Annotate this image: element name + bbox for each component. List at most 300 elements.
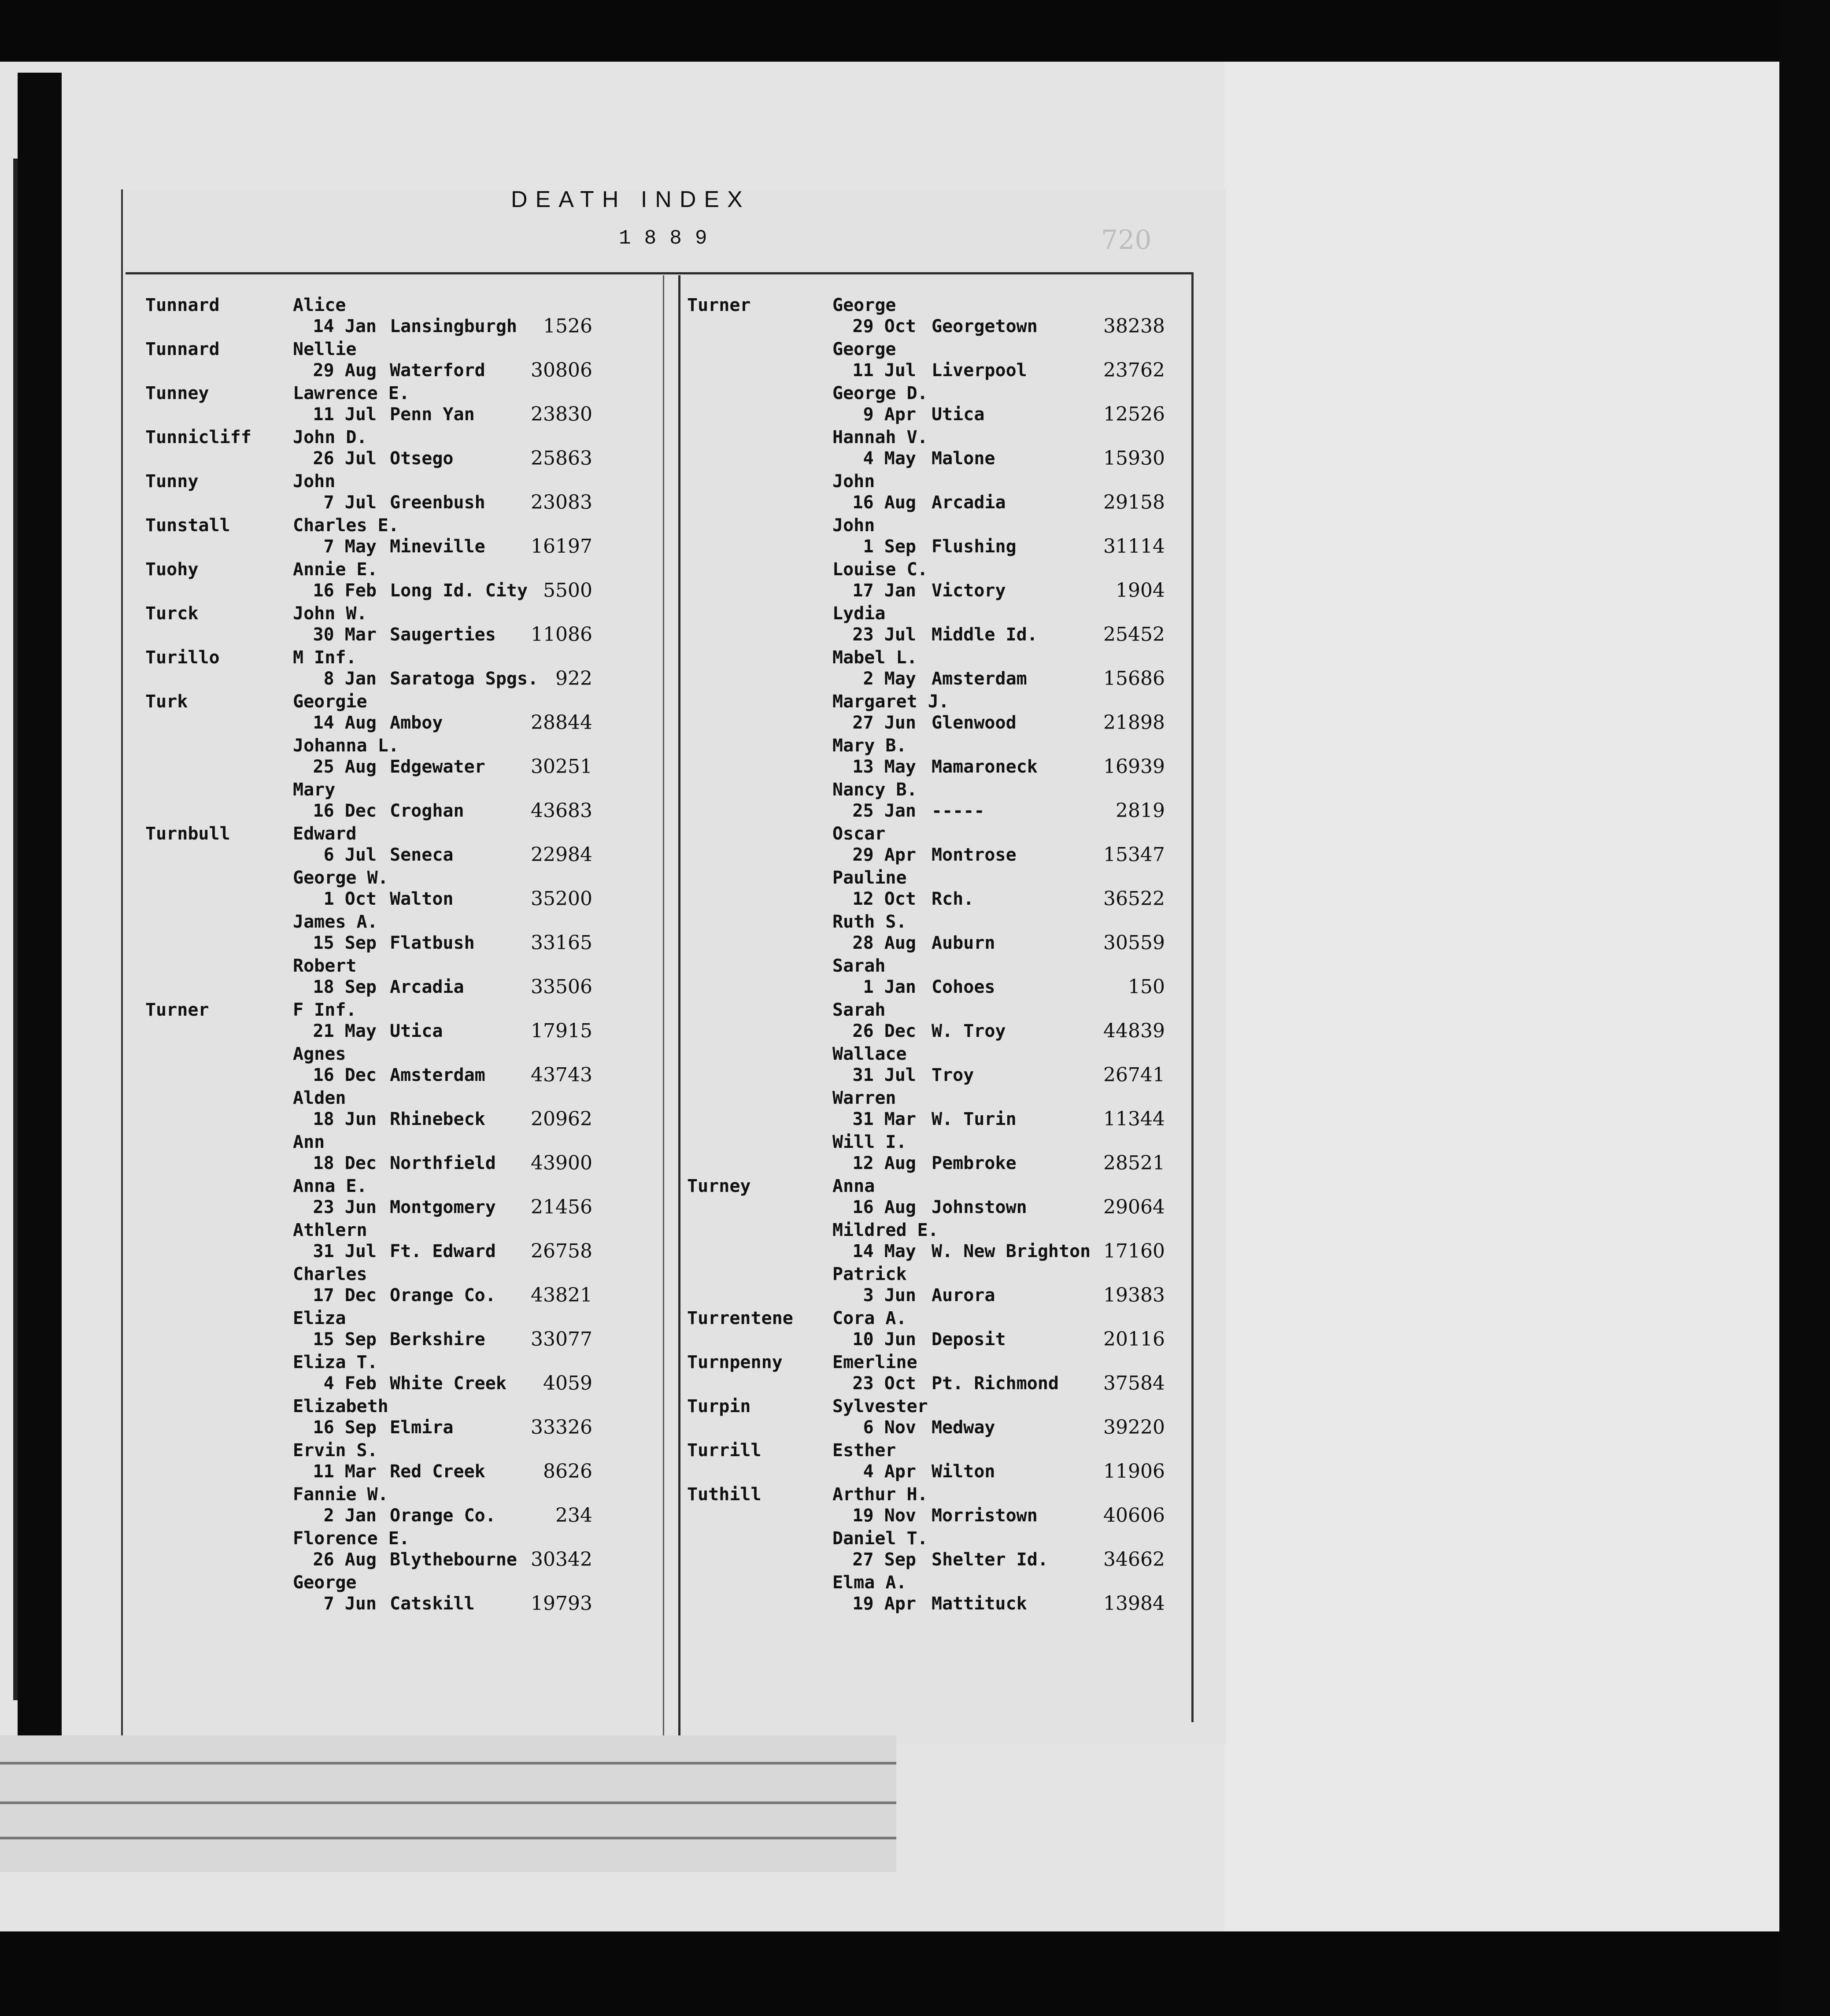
entry-given-name: Nancy B. xyxy=(832,780,917,800)
entry-given-name: Edward xyxy=(293,824,357,844)
entry-place: Liverpool xyxy=(932,360,1027,381)
index-entry xyxy=(145,1440,674,1484)
strip-band xyxy=(0,1801,896,1804)
column-divider xyxy=(678,275,680,1751)
entry-given-name: Alice xyxy=(293,295,346,315)
index-entry xyxy=(687,603,1216,647)
entry-given-name: Annie E. xyxy=(293,559,378,580)
entry-given-name: Athlern xyxy=(293,1220,367,1240)
entry-number: 15347 xyxy=(1103,843,1165,866)
entry-date: 10 Jun xyxy=(852,1329,916,1350)
page-title: DEATH INDEX xyxy=(511,187,750,212)
entry-place: Middle Id. xyxy=(932,625,1038,645)
entry-given-name: George xyxy=(832,339,896,359)
entry-date: 7 Jun xyxy=(323,1594,377,1614)
entry-date: 3 Jun xyxy=(863,1285,916,1306)
entry-given-name: Charles E. xyxy=(293,515,399,536)
entry-place: Montgomery xyxy=(390,1197,496,1217)
entry-number: 21456 xyxy=(531,1196,592,1218)
entry-given-name: Mary xyxy=(293,780,336,800)
entry-date: 23 Oct xyxy=(852,1373,916,1394)
entry-date: 26 Jul xyxy=(313,448,377,469)
entry-place: Glenwood xyxy=(932,713,1017,733)
entry-number: 36522 xyxy=(1103,888,1165,910)
entry-date: 19 Nov xyxy=(852,1506,916,1526)
index-entry xyxy=(145,603,674,647)
entry-number: 26741 xyxy=(1103,1064,1165,1086)
entry-date: 29 Apr xyxy=(852,845,916,865)
entry-given-name: Charles xyxy=(293,1264,367,1284)
entry-given-name: Arthur H. xyxy=(832,1484,928,1505)
entry-number: 30806 xyxy=(531,359,592,381)
film-edge-bar xyxy=(18,73,62,1742)
index-entry xyxy=(145,1132,674,1176)
index-entry xyxy=(687,1308,1216,1352)
entry-place: Long Id. City xyxy=(390,581,528,601)
entry-surname: Tuthill xyxy=(687,1484,762,1505)
entry-given-name: Nellie xyxy=(293,339,357,359)
index-entry xyxy=(687,1088,1216,1132)
page-stamp-number: 720 xyxy=(1101,225,1152,255)
right-column xyxy=(687,295,1216,1616)
entry-place: Utica xyxy=(390,1021,443,1041)
overlapping-card-strip xyxy=(0,1735,896,1872)
entry-given-name: George xyxy=(832,295,896,315)
entry-place: Utica xyxy=(932,404,985,425)
index-entry xyxy=(145,559,674,603)
entry-place: Waterford xyxy=(390,360,485,381)
entry-number: 30251 xyxy=(531,755,592,778)
entry-surname: Turillo xyxy=(145,647,220,668)
entry-place: W. New Brighton xyxy=(932,1241,1091,1261)
entry-given-name: Wallace xyxy=(832,1044,907,1064)
entry-place: Elmira xyxy=(390,1417,454,1438)
entry-number: 35200 xyxy=(531,888,592,910)
entry-place: Ft. Edward xyxy=(390,1241,496,1261)
entry-date: 25 Jan xyxy=(852,801,916,821)
index-entry xyxy=(145,295,674,339)
entry-given-name: M Inf. xyxy=(293,647,357,668)
entry-date: 12 Oct xyxy=(852,889,916,909)
entry-date: 19 Apr xyxy=(852,1594,916,1614)
entry-given-name: Sarah xyxy=(832,1000,886,1020)
entry-number: 29158 xyxy=(1103,491,1165,514)
entry-place: Northfield xyxy=(390,1153,496,1173)
entry-number: 8626 xyxy=(543,1460,592,1483)
entry-place: Greenbush xyxy=(390,492,485,513)
entry-date: 13 May xyxy=(852,757,916,777)
strip-band xyxy=(0,1837,896,1839)
index-entry xyxy=(687,1440,1216,1484)
entry-number: 23083 xyxy=(531,491,592,514)
entry-place: Orange Co. xyxy=(390,1285,496,1306)
entry-surname: Turnpenny xyxy=(687,1352,783,1372)
index-entry xyxy=(145,1572,674,1616)
entry-given-name: Cora A. xyxy=(832,1308,907,1328)
entry-given-name: Esther xyxy=(832,1440,896,1461)
entry-given-name: Lawrence E. xyxy=(293,383,410,403)
entry-place: Morristown xyxy=(932,1506,1038,1526)
entry-given-name: Lydia xyxy=(832,603,886,624)
entry-number: 37584 xyxy=(1103,1372,1165,1395)
entry-date: 29 Oct xyxy=(852,316,916,337)
entry-given-name: Emerline xyxy=(832,1352,917,1372)
entry-number: 1904 xyxy=(1116,579,1165,602)
index-entry xyxy=(687,956,1216,1000)
index-entry xyxy=(687,1264,1216,1308)
entry-date: 29 Aug xyxy=(313,360,377,381)
entry-place: Deposit xyxy=(932,1329,1006,1350)
entry-given-name: Eliza T. xyxy=(293,1352,378,1372)
entry-date: 12 Aug xyxy=(852,1153,916,1173)
entry-number: 922 xyxy=(555,667,592,690)
entry-given-name: Will I. xyxy=(832,1132,907,1152)
entry-date: 16 Feb xyxy=(313,581,377,601)
index-entry xyxy=(145,471,674,515)
entry-number: 17915 xyxy=(531,1020,592,1042)
index-entry xyxy=(145,736,674,780)
entry-number: 11344 xyxy=(1103,1108,1165,1130)
entry-place: Rch. xyxy=(932,889,974,909)
entry-surname: Turpin xyxy=(687,1396,751,1417)
entry-date: 28 Aug xyxy=(852,933,916,953)
entry-number: 39220 xyxy=(1103,1416,1165,1439)
index-entry xyxy=(145,339,674,383)
entry-date: 27 Sep xyxy=(852,1550,916,1570)
entry-place: Mamaroneck xyxy=(932,757,1038,777)
entry-date: 11 Jul xyxy=(313,404,377,425)
entry-place: Georgetown xyxy=(932,316,1038,337)
entry-given-name: John xyxy=(832,471,875,492)
entry-place: Johnstown xyxy=(932,1197,1027,1217)
index-entry xyxy=(687,1396,1216,1440)
entry-date: 16 Sep xyxy=(313,1417,377,1438)
index-entry xyxy=(687,1572,1216,1616)
entry-date: 1 Sep xyxy=(863,536,916,557)
entry-given-name: John D. xyxy=(293,427,367,448)
entry-number: 43900 xyxy=(531,1152,592,1174)
entry-given-name: Mabel L. xyxy=(832,647,917,668)
entry-number: 30559 xyxy=(1103,932,1165,954)
entry-given-name: Alden xyxy=(293,1088,346,1108)
index-entry xyxy=(687,1484,1216,1528)
index-entry xyxy=(145,1264,674,1308)
entry-number: 20116 xyxy=(1103,1328,1165,1350)
entry-place: Saratoga Spgs. xyxy=(390,669,539,689)
entry-number: 33165 xyxy=(531,932,592,954)
entry-place: W. Turin xyxy=(932,1109,1017,1129)
entry-place: Edgewater xyxy=(390,757,485,777)
entry-number: 2819 xyxy=(1116,799,1165,822)
index-entry xyxy=(145,383,674,427)
entry-number: 1526 xyxy=(543,315,592,337)
entry-date: 18 Dec xyxy=(313,1153,377,1173)
index-entry xyxy=(145,692,674,736)
entry-number: 43743 xyxy=(531,1064,592,1086)
index-entry xyxy=(145,824,674,868)
scan-right-border xyxy=(1779,0,1830,2016)
entry-given-name: Patrick xyxy=(832,1264,907,1284)
entry-given-name: Warren xyxy=(832,1088,896,1108)
entry-date: 11 Mar xyxy=(313,1461,377,1482)
entry-date: 31 Mar xyxy=(852,1109,916,1129)
index-entry xyxy=(687,383,1216,427)
strip-band xyxy=(0,1762,896,1764)
entry-number: 25452 xyxy=(1103,623,1165,646)
entry-place: Auburn xyxy=(932,933,995,953)
entry-place: W. Troy xyxy=(932,1021,1006,1041)
entry-surname: Tunnicliff xyxy=(145,427,251,448)
entry-given-name: Eliza xyxy=(293,1308,346,1328)
index-entry xyxy=(145,1044,674,1088)
entry-place: Flushing xyxy=(932,536,1017,557)
index-entry xyxy=(145,1528,674,1572)
entry-place: Rhinebeck xyxy=(390,1109,485,1129)
index-entry xyxy=(145,647,674,692)
entry-surname: Turrill xyxy=(687,1440,762,1461)
entry-surname: Turk xyxy=(145,692,188,712)
entry-number: 15930 xyxy=(1103,447,1165,470)
entry-date: 16 Dec xyxy=(313,1065,377,1085)
entry-number: 15686 xyxy=(1103,667,1165,690)
entry-date: 14 Jan xyxy=(313,316,377,337)
index-entry xyxy=(687,1176,1216,1220)
index-entry xyxy=(687,515,1216,559)
entry-given-name: James A. xyxy=(293,912,378,932)
entry-given-name: John W. xyxy=(293,603,367,624)
scan-top-border xyxy=(0,0,1830,62)
index-entry xyxy=(687,1000,1216,1044)
entry-place: Pt. Richmond xyxy=(932,1373,1059,1394)
entry-date: 16 Dec xyxy=(313,801,377,821)
entry-surname: Turner xyxy=(145,1000,209,1020)
entry-number: 11086 xyxy=(531,623,592,646)
entry-date: 17 Dec xyxy=(313,1285,377,1306)
entry-date: 14 Aug xyxy=(313,713,377,733)
entry-date: 14 May xyxy=(852,1241,916,1261)
scan-bottom-border xyxy=(0,1931,1830,2016)
index-entry xyxy=(687,559,1216,603)
entry-number: 43821 xyxy=(531,1284,592,1306)
entry-place: Amboy xyxy=(390,713,443,733)
entry-given-name: F Inf. xyxy=(293,1000,357,1020)
entry-place: Saugerties xyxy=(390,625,496,645)
entry-place: Penn Yan xyxy=(390,404,475,425)
entry-place: Shelter Id. xyxy=(932,1550,1048,1570)
index-entry xyxy=(687,1352,1216,1396)
entry-number: 16197 xyxy=(531,535,592,558)
entry-date: 1 Jan xyxy=(863,977,916,997)
entry-number: 33077 xyxy=(531,1328,592,1350)
index-entry xyxy=(687,295,1216,339)
entry-number: 44839 xyxy=(1103,1020,1165,1042)
entry-place: Victory xyxy=(932,581,1006,601)
entry-given-name: Ervin S. xyxy=(293,1440,378,1461)
entry-date: 23 Jun xyxy=(313,1197,377,1217)
index-entry xyxy=(687,736,1216,780)
entry-place: Red Creek xyxy=(390,1461,485,1482)
entry-given-name: Elizabeth xyxy=(293,1396,388,1417)
entry-date: 18 Sep xyxy=(313,977,377,997)
entry-place: Aurora xyxy=(932,1285,995,1306)
index-entry xyxy=(687,780,1216,824)
entry-given-name: Daniel T. xyxy=(832,1528,928,1549)
entry-date: 2 Jan xyxy=(323,1506,377,1526)
entry-date: 7 Jul xyxy=(323,492,377,513)
entry-date: 26 Aug xyxy=(313,1550,377,1570)
entry-date: 15 Sep xyxy=(313,1329,377,1350)
entry-place: Mineville xyxy=(390,536,485,557)
entry-given-name: Ruth S. xyxy=(832,912,907,932)
scan-right-margin xyxy=(1224,62,1779,1934)
entry-number: 40606 xyxy=(1103,1504,1165,1527)
entry-surname: Tunnard xyxy=(145,339,220,359)
entry-place: White Creek xyxy=(390,1373,506,1394)
entry-given-name: Sylvester xyxy=(832,1396,928,1417)
entry-given-name: Hannah V. xyxy=(832,427,928,448)
entry-place: Flatbush xyxy=(390,933,475,953)
entry-number: 38238 xyxy=(1103,315,1165,337)
entry-given-name: Florence E. xyxy=(293,1528,410,1549)
page-year: 1889 xyxy=(619,227,721,250)
index-entry xyxy=(687,868,1216,912)
entry-place: Amsterdam xyxy=(390,1065,485,1085)
entry-place: Wilton xyxy=(932,1461,995,1482)
entry-place: Lansingburgh xyxy=(390,316,517,337)
entry-number: 16939 xyxy=(1103,755,1165,778)
entry-given-name: Mildred E. xyxy=(832,1220,939,1240)
entry-surname: Turner xyxy=(687,295,751,315)
entry-number: 28521 xyxy=(1103,1152,1165,1174)
entry-given-name: Sarah xyxy=(832,956,886,976)
entry-date: 30 Mar xyxy=(313,625,377,645)
entry-number: 17160 xyxy=(1103,1240,1165,1262)
index-entry xyxy=(145,780,674,824)
entry-number: 23830 xyxy=(531,403,592,425)
entry-number: 43683 xyxy=(531,799,592,822)
index-entry xyxy=(145,1000,674,1044)
index-entry xyxy=(687,1528,1216,1572)
index-entry xyxy=(145,1176,674,1220)
entry-given-name: Louise C. xyxy=(832,559,928,580)
entry-number: 21898 xyxy=(1103,711,1165,734)
entry-date: 9 Apr xyxy=(863,404,916,425)
entry-given-name: John xyxy=(293,471,336,492)
entry-date: 23 Jul xyxy=(852,625,916,645)
entry-place: Mattituck xyxy=(932,1594,1027,1614)
entry-number: 28844 xyxy=(531,711,592,734)
entry-given-name: Johanna L. xyxy=(293,736,399,756)
entry-date: 26 Dec xyxy=(852,1021,916,1041)
entry-given-name: Anna E. xyxy=(293,1176,367,1196)
entry-date: 21 May xyxy=(313,1021,377,1041)
entry-surname: Tuohy xyxy=(145,559,199,580)
index-entry xyxy=(687,1044,1216,1088)
left-column xyxy=(145,295,674,1616)
entry-place: Montrose xyxy=(932,845,1017,865)
entry-date: 1 Oct xyxy=(323,889,377,909)
entry-given-name: Robert xyxy=(293,956,357,976)
entry-given-name: Fannie W. xyxy=(293,1484,388,1505)
entry-place: Blythebourne xyxy=(390,1550,517,1570)
entry-number: 19793 xyxy=(531,1592,592,1615)
entry-given-name: George D. xyxy=(832,383,928,403)
entry-place: Medway xyxy=(932,1417,995,1438)
entry-given-name: Oscar xyxy=(832,824,886,844)
entry-given-name: George W. xyxy=(293,868,388,888)
entry-place: Cohoes xyxy=(932,977,995,997)
entry-surname: Tunney xyxy=(145,383,209,403)
entry-number: 30342 xyxy=(531,1548,592,1571)
entry-place: Amsterdam xyxy=(932,669,1027,689)
entry-given-name: Georgie xyxy=(293,692,367,712)
entry-given-name: George xyxy=(293,1572,357,1593)
entry-place: Orange Co. xyxy=(390,1506,496,1526)
entry-place: Catskill xyxy=(390,1594,475,1614)
index-entry xyxy=(687,824,1216,868)
index-entry xyxy=(145,515,674,559)
entry-surname: Tunny xyxy=(145,471,199,492)
entry-number: 25863 xyxy=(531,447,592,470)
entry-number: 150 xyxy=(1128,976,1165,998)
entry-place: Seneca xyxy=(390,845,454,865)
entry-number: 22984 xyxy=(531,843,592,866)
entry-place: Malone xyxy=(932,448,995,469)
entry-number: 34662 xyxy=(1103,1548,1165,1571)
entry-date: 17 Jan xyxy=(852,581,916,601)
entry-date: 6 Nov xyxy=(863,1417,916,1438)
entry-place: Arcadia xyxy=(390,977,464,997)
entry-number: 4059 xyxy=(543,1372,592,1395)
entry-given-name: John xyxy=(832,515,875,536)
entry-surname: Turrentene xyxy=(687,1308,793,1328)
index-entry xyxy=(145,1220,674,1264)
index-entry xyxy=(145,868,674,912)
entry-place: Walton xyxy=(390,889,454,909)
entry-given-name: Anna xyxy=(832,1176,875,1196)
entry-number: 11906 xyxy=(1103,1460,1165,1483)
entry-given-name: Agnes xyxy=(293,1044,346,1064)
entry-number: 33506 xyxy=(531,976,592,998)
entry-date: 16 Aug xyxy=(852,1197,916,1217)
entry-place: Otsego xyxy=(390,448,454,469)
entry-date: 25 Aug xyxy=(313,757,377,777)
index-entry xyxy=(687,471,1216,515)
entry-date: 2 May xyxy=(863,669,916,689)
entry-date: 15 Sep xyxy=(313,933,377,953)
entry-given-name: Mary B. xyxy=(832,736,907,756)
entry-date: 8 Jan xyxy=(323,669,377,689)
entry-surname: Turnbull xyxy=(145,824,230,844)
entry-date: 7 May xyxy=(323,536,377,557)
index-entry xyxy=(687,1132,1216,1176)
index-entry xyxy=(687,339,1216,383)
entry-place: Berkshire xyxy=(390,1329,485,1350)
index-entry xyxy=(687,427,1216,471)
entry-number: 234 xyxy=(555,1504,592,1527)
entry-surname: Turney xyxy=(687,1176,751,1196)
entry-place: Croghan xyxy=(390,801,464,821)
entry-given-name: Pauline xyxy=(832,868,907,888)
index-entry xyxy=(687,692,1216,736)
entry-number: 12526 xyxy=(1103,403,1165,425)
entry-date: 31 Jul xyxy=(852,1065,916,1085)
index-entry xyxy=(145,427,674,471)
entry-surname: Turck xyxy=(145,603,199,624)
entry-date: 4 Feb xyxy=(323,1373,377,1394)
entry-date: 4 Apr xyxy=(863,1461,916,1482)
entry-given-name: Elma A. xyxy=(832,1572,907,1593)
